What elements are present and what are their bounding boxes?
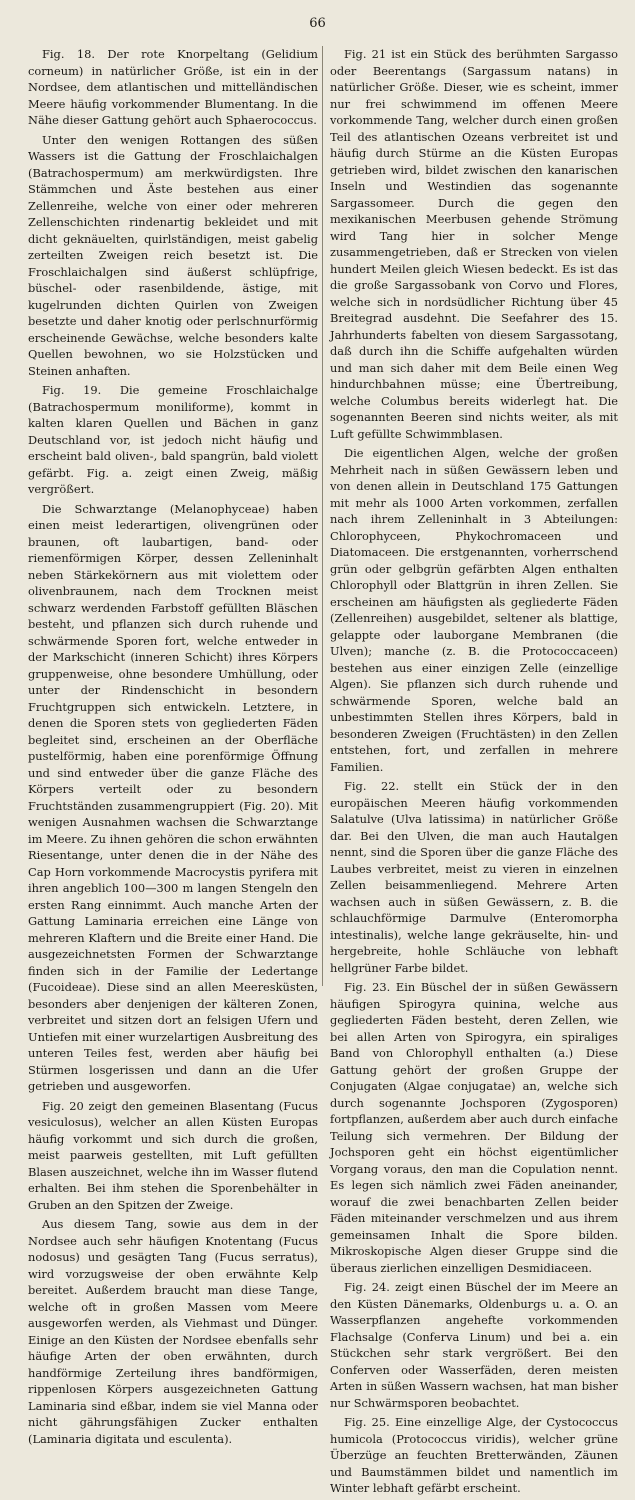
page-number: 66 [309, 16, 326, 31]
paragraph: Fig. 19. Die gemeine Froschlaichalge (Batrachospermum moniliforme), kommt in kalten klaren Quellen und Bächen in ganz Deutschland vor, ist jedoch nicht häufig und erscheint bald oliven-, bald spangrün, bald violett gefärbt. Fig. a. zeigt einen Zweig, mäßig vergrößert. [28, 383, 318, 496]
paragraph: Fig. 25. Eine einzellige Alge, der Cystococcus humicola (Protococcus viridis), welcher grüne Überzüge an feuchten Bretterwänden, Zäunen und Baumstämmen bildet und namentlich im Winter lebhaft gefärbt erscheint. [330, 1415, 618, 1495]
left-column [28, 46, 318, 1450]
column-divider [322, 46, 323, 986]
right-column [330, 46, 618, 1500]
paragraph: Fig. 23. Ein Büschel der in süßen Gewässern häufigen Spirogyra quinina, welche aus gegliederten Fäden besteht, deren Zellen, wie bei allen Arten von Spirogyra, ein spiraliges Band von Chlorophyll enthalten (a.) Diese Gattung gehört der großen Gruppe der Conjugaten (Algae conjugatae) an, welche sich durch sogenannte Jochsporen (Zygosporen) fortpflanzen, außerdem aber auch durch einfache Teilung sich vermehren. Der Bildung der Jochsporen geht ein höchst eigentümlicher Vorgang voraus, den man die Copulation nennt. Es legen sich nämlich zwei Fäden aneinander, worauf die zwei benachbarten Zellen beider Fäden miteinander verschmelzen und aus ihrem gemeinsamen Inhalt die Spore bilden. Mikroskopische Algen dieser Gruppe sind die überaus zierlichen einzelligen Desmidiaceen. [330, 980, 618, 1275]
paragraph: Aus diesem Tang, sowie aus dem in der Nordsee auch sehr häufigen Knotentang (Fucus nodosus) und gesägten Tang (Fucus serratus), wird vorzugsweise der oben erwähnte Kelp bereitet. Außerdem braucht man diese Tange, welche oft in großen Massen vom Meere ausgeworfen werden, als Viehmast und Dünger. Einige an den Küsten der Nordsee ebenfalls sehr häufige Arten der oben erwähnten, durch handförmige Zerteilung ihres bandförmigen, rippenlosen Körpers ausgezeichneten Gattung Laminaria sind eßbar, indem sie viel Manna oder nicht gährungsfähigen Zucker enthalten (Laminaria digitata und esculenta). [28, 1217, 318, 1446]
paragraph: Die Schwarztange (Melanophyceae) haben einen meist lederartigen, olivengrünen oder braunen, oft laubartigen, band- oder riemenförmigen Körper, dessen Zelleninhalt neben Stärkekörnern aus mit violettem oder olivenbraunem, nach dem Trocknen meist schwarz werdenden Farbstoff gefüllten Bläschen besteht, und pflanzen sich durch ruhende und schwärmende Sporen fort, welche entweder in der Markschicht (inneren Schicht) ihres Körpers gruppenweise, ohne besondere Umhüllung, oder unter der Rindenschicht in besondern Fruchtgruppen sich entwickeln. Letztere, in denen die Sporen stets von gegliederten Fäden begleitet sind, erscheinen an der Oberfläche pustelförmig, haben eine porenförmige Öffnung und sind entweder über die ganze Fläche des Körpers verteilt oder zu besondern Fruchtständen zusammengruppiert (Fig. 20). Mit wenigen Ausnahmen wachsen die Schwarztange im Meere. Zu ihnen gehören die schon erwähnten Riesentange, unter denen die in der Nähe des Cap Horn vorkommende Macrocystis pyrifera mit ihren angeblich 100—300 m langen Stengeln den ersten Rang einnimmt. Auch manche Arten der Gattung Laminaria erreichen eine Länge von mehreren Klaftern und die Breite einer Hand. Die ausgezeichnetsten Formen der Schwarztange finden sich in der Familie der Ledertange (Fucoideae). Diese sind an allen Meeresküsten, besonders aber denjenigen der kälteren Zonen, verbreitet und sitzen dort an felsigen Ufern und Untiefen mit einer wurzelartigen Ausbreitung des unteren Teiles fest, werden aber häufig bei Stürmen losgerissen und dann an die Ufer getrieben und ausgeworfen. [28, 501, 318, 1093]
paragraph: Fig. 20 zeigt den gemeinen Blasentang (Fucus vesiculosus), welcher an allen Küsten Europas häufig vorkommt und sich durch die großen, meist paarweis gestellten, mit Luft gefüllten Blasen auszeichnet, welche ihn im Wasser flutend erhalten. Bei ihm stehen die Sporenbehälter in Gruben an den Spitzen der Zweige. [28, 1098, 318, 1212]
paragraph: Unter den wenigen Rottangen des süßen Wassers ist die Gattung der Froschlaichalgen (Batrachospermum) am merkwürdigsten. Ihre Stämmchen und Äste bestehen aus einer Zellenreihe, welche von einer oder mehreren Zellenschichten rindenartig bekleidet und mit dicht geknäuelten, quirlständigen, meist gabelig zerteilten Zweigen reich besetzt ist. Die Froschlaichalgen sind äußerst schlüpfrige, büschel- oder rasenbildende, ästige, mit kugelrunden dichten Quirlen von Zweigen besetzte und daher knotig oder perlschnurförmig erscheinende Gewächse, welche besonders kalte Quellen bewohnen, wo sie Holzstücken und Steinen anhaften. [28, 132, 318, 378]
paragraph: Die eigentlichen Algen, welche der großen Mehrheit nach in süßen Gewässern leben und von denen allein in Deutschland 175 Gattungen mit mehr als 1000 Arten vorkommen, zerfallen nach ihrem Zelleninhalt in 3 Abteilungen: Chlorophyceen, Phykochromaceen und Diatomaceen. Die erstgenannten, vorherrschend grün oder gelbgrün gefärbten Algen enthalten Chlorophyll oder Blattgrün in ihren Zellen. Sie erscheinen am häufigsten als gegliederte Fäden (Zellenreihen) ausgebildet, seltener als blattige, gelappte oder lauborgane Membranen (die Ulven); manche (z. B. die Protococcaceen) bestehen aus einer einzigen Zelle (einzellige Algen). Sie pflanzen sich durch ruhende und schwärmende Sporen, welche bald an unbestimmten Stellen ihres Körpers, bald in besonderen Zweigen (Fruchtästen) in den Zellen entstehen, fort, und zerfallen in mehrere Familien. [330, 446, 618, 774]
paragraph: Fig. 21 ist ein Stück des berühmten Sargasso oder Beerentangs (Sargassum natans) in natürlicher Größe. Dieser, wie es scheint, immer nur frei schwimmend im offenen Meere vorkommende Tang, welcher durch einen großen Teil des atlantischen Ozeans verbreitet ist und häufig durch Stürme an die Küsten Europas getrieben wird, bildet zwischen den kanarischen Inseln und Westindien das sogenannte Sargassomeer. Durch die gegen den mexikanischen Meerbusen gehende Strömung wird Tang hier in solcher Menge zusammengetrieben, daß er Strecken von vielen hundert Meilen gleich Wiesen bedeckt. Es ist das die große Sargassobank von Corvo und Flores, welche sich in nordsüdlicher Richtung über 45 Breitegrad ausdehnt. Die Seefahrer des 15. Jahrhunderts fabelten von diesem Sargassotang, daß durch ihn die Schiffe aufgehalten würden und man sich daher mit dem Beile einen Weg hindurchbahnen müsse; eine Übertreibung, welche Columbus bereits widerlegt hat. Die sogenannten Beeren sind nichts weiter, als mit Luft gefüllte Schwimmblasen. [330, 47, 618, 441]
paragraph: Fig. 24. zeigt einen Büschel der im Meere an den Küsten Dänemarks, Oldenburgs u. a. O. an Wasserpflanzen angehefte vorkommenden Flachsalge (Conferva Linum) und bei a. ein Stückchen sehr stark vergrößert. Bei den Conferven oder Wasserfäden, deren meisten Arten in süßen Wassern wachsen, hat man bisher nur Schwärmsporen beobachtet. [330, 1280, 618, 1410]
paragraph: Fig. 22. stellt ein Stück der in den europäischen Meeren häufig vorkommenden Salatulve (Ulva latissima) in natürlicher Größe dar. Bei den Ulven, die man auch Hautalgen nennt, sind die Sporen über die ganze Fläche des Laubes verbreitet, meist zu vieren in einzelnen Zellen beisammenliegend. Mehrere Arten wachsen auch in süßen Gewässern, z. B. die schlauchförmige Darmulve (Enteromorpha intestinalis), welche lange gekräuselte, hin- und hergebreite, hohle Schläuche von lebhaft hellgrüner Farbe bildet. [330, 779, 618, 975]
paragraph: Fig. 18. Der rote Knorpeltang (Gelidium corneum) in natürlicher Größe, ist ein in der Nordsee, dem atlantischen und mittelländischen Meere häufig vorkommender Blumentang. In die Nähe dieser Gattung gehört auch Sphaerococcus. [28, 47, 318, 127]
